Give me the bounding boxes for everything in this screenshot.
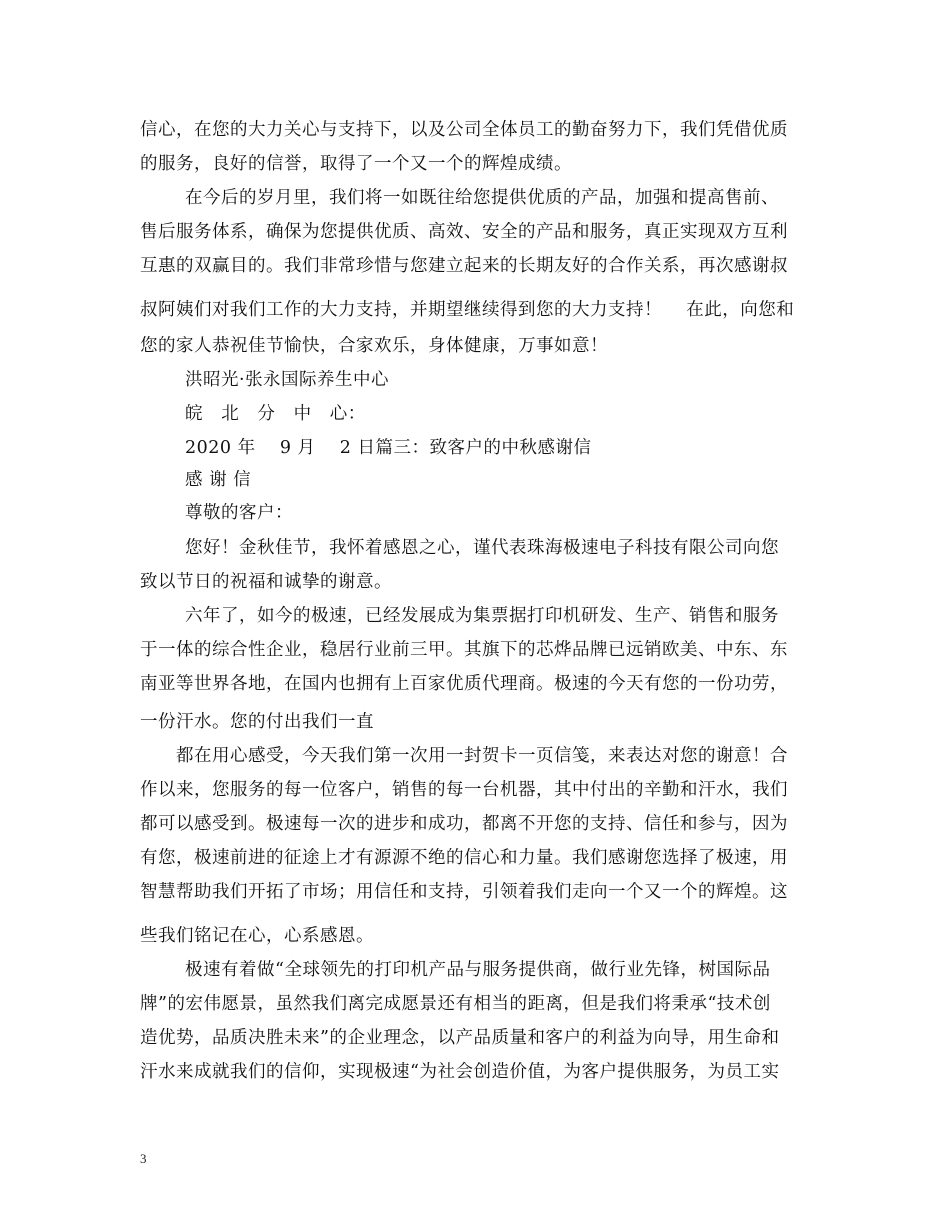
text-line: 2020 年 9 月 2 日篇三：致客户的中秋感谢信 bbox=[185, 438, 592, 458]
text-line: 皖 北 分 中 心： bbox=[185, 404, 366, 424]
text-line: 您好！金秋佳节，我怀着感恩之心，谨代表珠海极速电子科技有限公司向您 bbox=[185, 538, 779, 558]
text-line: 售后服务体系，确保为您提供优质、高效、安全的产品和服务，真正实现双方互利 bbox=[140, 222, 788, 242]
text-line: 一份汗水。您的付出我们一直 bbox=[140, 712, 374, 732]
text-line: 的服务，良好的信誉，取得了一个又一个的辉煌成绩。 bbox=[140, 154, 572, 174]
text-line: 汗水来成就我们的信仰，实现极速“为社会创造价值，为客户提供服务，为员工实 bbox=[140, 1062, 780, 1082]
text-line: 造优势，品质决胜未来”的企业理念，以产品质量和客户的利益为向导，用生命和 bbox=[140, 1028, 780, 1048]
page-number: 3 bbox=[140, 1151, 147, 1166]
text-line: 信心，在您的大力关心与支持下，以及公司全体员工的勤奋努力下，我们凭借优质 bbox=[140, 120, 788, 140]
text-line: 都可以感受到。极速每一次的进步和成功，都离不开您的支持、信任和参与，因为 bbox=[140, 814, 788, 834]
text-line: 都在用心感受，今天我们第一次用一封贺卡一页信笺，来表达对您的谢意！合 bbox=[176, 746, 788, 766]
text-line: 您的家人恭祝佳节愉快，合家欢乐，身体健康，万事如意！ bbox=[140, 336, 608, 356]
text-line: 洪昭光·张永国际养生中心 bbox=[185, 370, 390, 390]
text-line: 致以节日的祝福和诚挚的谢意。 bbox=[140, 572, 392, 592]
salutation: 尊敬的客户： bbox=[185, 503, 293, 523]
text-line: 极速有着做“全球领先的打印机产品与服务提供商，做行业先锋，树国际品 bbox=[185, 960, 771, 980]
letter-heading: 感 谢 信 bbox=[185, 470, 252, 490]
text-line: 六年了，如今的极速，已经发展成为集票据打印机研发、生产、销售和服务 bbox=[185, 606, 779, 626]
text-line: 有您，极速前进的征途上才有源源不绝的信心和力量。我们感谢您选择了极速，用 bbox=[140, 848, 788, 868]
text-line: 作以来，您服务的每一位客户，销售的每一台机器，其中付出的辛勤和汗水，我们 bbox=[140, 780, 788, 800]
text-line: 于一体的综合性企业，稳居行业前三甲。其旗下的芯烨品牌已远销欧美、中东、东 bbox=[140, 640, 788, 660]
text-line: 牌”的宏伟愿景，虽然我们离完成愿景还有相当的距离，但是我们将秉承“技术创 bbox=[140, 994, 771, 1014]
text-line: 互惠的双赢目的。我们非常珍惜与您建立起来的长期友好的合作关系，再次感谢叔 bbox=[140, 256, 788, 276]
text-line: 南亚等世界各地，在国内也拥有上百家优质代理商。极速的今天有您的一份功劳， bbox=[140, 674, 788, 694]
text-line: 些我们铭记在心，心系感恩。 bbox=[140, 926, 374, 946]
text-line: 在今后的岁月里，我们将一如既往给您提供优质的产品，加强和提高售前、 bbox=[185, 188, 779, 208]
text-line: 智慧帮助我们开拓了市场；用信任和支持，引领着我们走向一个又一个的辉煌。这 bbox=[140, 882, 788, 902]
text-line: 叔阿姨们对我们工作的大力支持，并期望继续得到您的大力支持！ 在此，向您和 bbox=[140, 300, 795, 320]
